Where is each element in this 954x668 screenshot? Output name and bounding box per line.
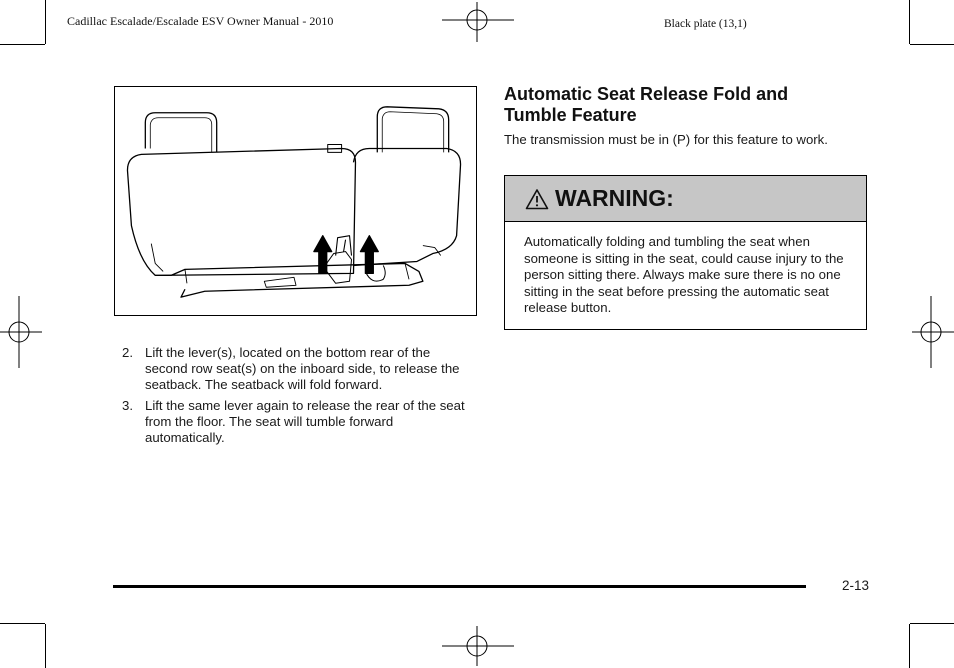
up-arrow-left — [314, 236, 332, 274]
registration-mark-bottom — [442, 626, 514, 666]
seat-track — [324, 252, 352, 284]
page-number: 2-13 — [842, 578, 870, 593]
step-number: 3. — [122, 398, 133, 413]
plate-label: Black plate (13,1) — [664, 18, 747, 30]
instruction-steps — [122, 345, 474, 451]
section-heading: Automatic Seat Release Fold and Tumble Feature — [504, 84, 789, 125]
warning-title: WARNING: — [555, 185, 674, 211]
manual-title: Cadillac Escalade/Escalade ESV Owner Manual - 2010 — [67, 14, 334, 28]
registration-mark-right — [912, 296, 954, 368]
step-number: 2. — [122, 345, 133, 360]
warning-box — [504, 175, 867, 330]
up-arrow-right — [360, 236, 378, 274]
step-text: Lift the same lever again to release the rear of the seat from the floor. The seat will tumble forward automatically. — [145, 398, 465, 445]
registration-mark-left — [0, 296, 42, 368]
step-text: Lift the lever(s), located on the bottom rear of the second row seat(s) on the inboard side, to release the seatback. The seatback will fold forward. — [145, 345, 460, 392]
left-headrest — [145, 113, 216, 153]
warning-header — [505, 176, 866, 222]
warning-triangle-icon — [525, 188, 549, 210]
footer-rule — [113, 585, 806, 588]
list-item — [122, 398, 474, 446]
warning-text: Automatically folding and tumbling the seat when someone is sitting in the seat, could cause injury to the person sitting there. Always make sure there is no one sitting in the seat before pressing the automatic seat release button. — [524, 234, 844, 315]
registration-mark-top — [442, 2, 514, 42]
seat-illustration — [114, 86, 477, 316]
list-item — [122, 345, 474, 393]
section-intro: The transmission must be in (P) for this feature to work. — [504, 132, 828, 147]
